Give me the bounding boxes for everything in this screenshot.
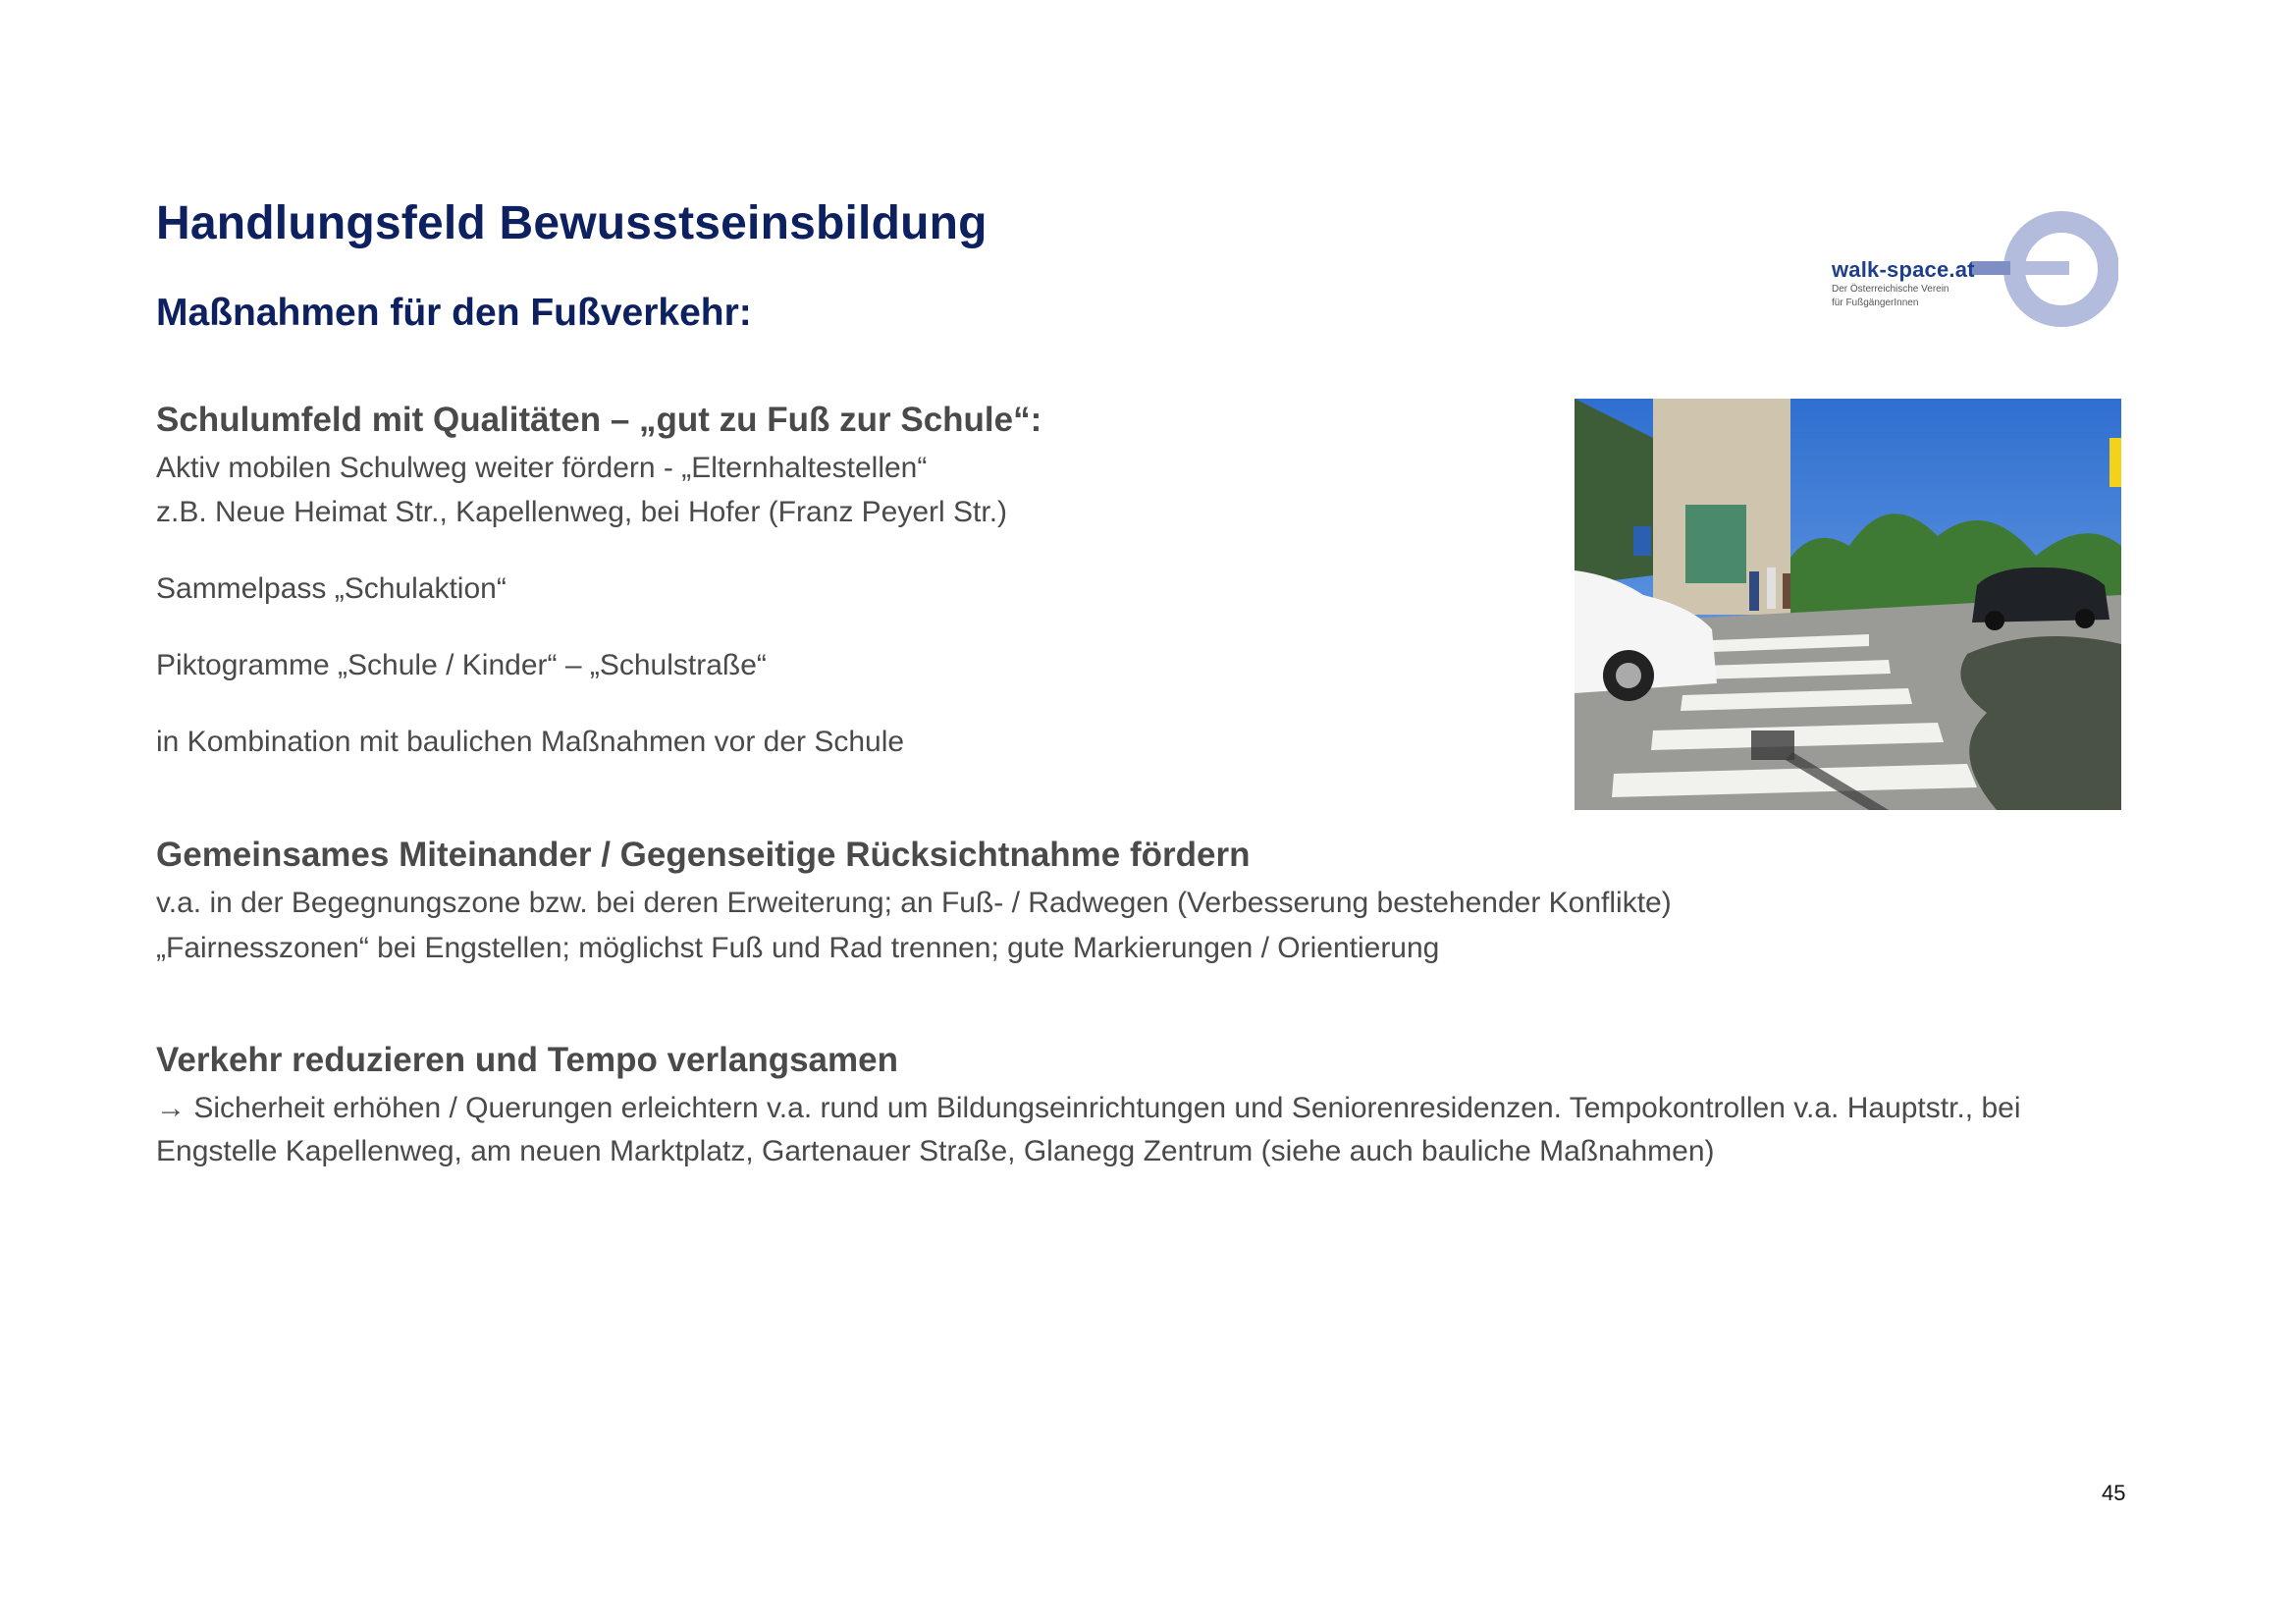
section-together-line-2: „Fairnesszonen“ bei Engstellen; möglichst Fuß und Rad trennen; gute Markierungen / Orientierung xyxy=(156,932,1440,964)
section-traffic-line-1 xyxy=(156,1092,2020,1125)
section-traffic-heading: Verkehr reduzieren und Tempo verlangsamen xyxy=(156,1041,898,1079)
section-together-line-1: v.a. in der Begegnungszone bzw. bei deren Erweiterung; an Fuß- / Radwegen (Verbesserung bestehender Konflikte) xyxy=(156,887,1672,919)
section-traffic-line-1-text: Sicherheit erhöhen / Querungen erleichtern v.a. rund um Bildungseinrichtungen und Seniorenresidenzen. Tempokontrollen v.a. Hauptstr., bei xyxy=(186,1092,2021,1124)
section-school-line-5: in Kombination mit baulichen Maßnahmen vor der Schule xyxy=(156,726,905,758)
crosswalk-photo xyxy=(1575,399,2121,810)
logo-tagline-2: für FußgängerInnen xyxy=(1832,298,1919,308)
page-number: 45 xyxy=(2102,1481,2126,1505)
section-school-line-3: Sammelpass „Schulaktion“ xyxy=(156,572,507,605)
arrow-right-icon: → xyxy=(156,1092,186,1124)
section-together-heading: Gemeinsames Miteinander / Gegenseitige Rücksichtnahme fördern xyxy=(156,836,1251,874)
section-school-line-2: z.B. Neue Heimat Str., Kapellenweg, bei Hofer (Franz Peyerl Str.) xyxy=(156,496,1008,528)
page-subtitle: Maßnahmen für den Fußverkehr: xyxy=(156,292,752,334)
logo-name: walk-space.at xyxy=(1832,257,1975,282)
walk-space-logo xyxy=(1824,208,2118,330)
section-traffic-line-2: Engstelle Kapellenweg, am neuen Marktplatz, Gartenauer Straße, Glanegg Zentrum (siehe auch bauliche Maßnahmen) xyxy=(156,1135,1715,1167)
logo-tagline-1: Der Österreichische Verein xyxy=(1832,284,1949,295)
section-school-line-4: Piktogramme „Schule / Kinder“ – „Schulstraße“ xyxy=(156,649,767,681)
page-title: Handlungsfeld Bewusstseinsbildung xyxy=(156,197,988,249)
section-school-line-1: Aktiv mobilen Schulweg weiter fördern - „Elternhaltestellen“ xyxy=(156,452,928,484)
section-school-heading: Schulumfeld mit Qualitäten – „gut zu Fuß zur Schule“: xyxy=(156,401,1042,439)
